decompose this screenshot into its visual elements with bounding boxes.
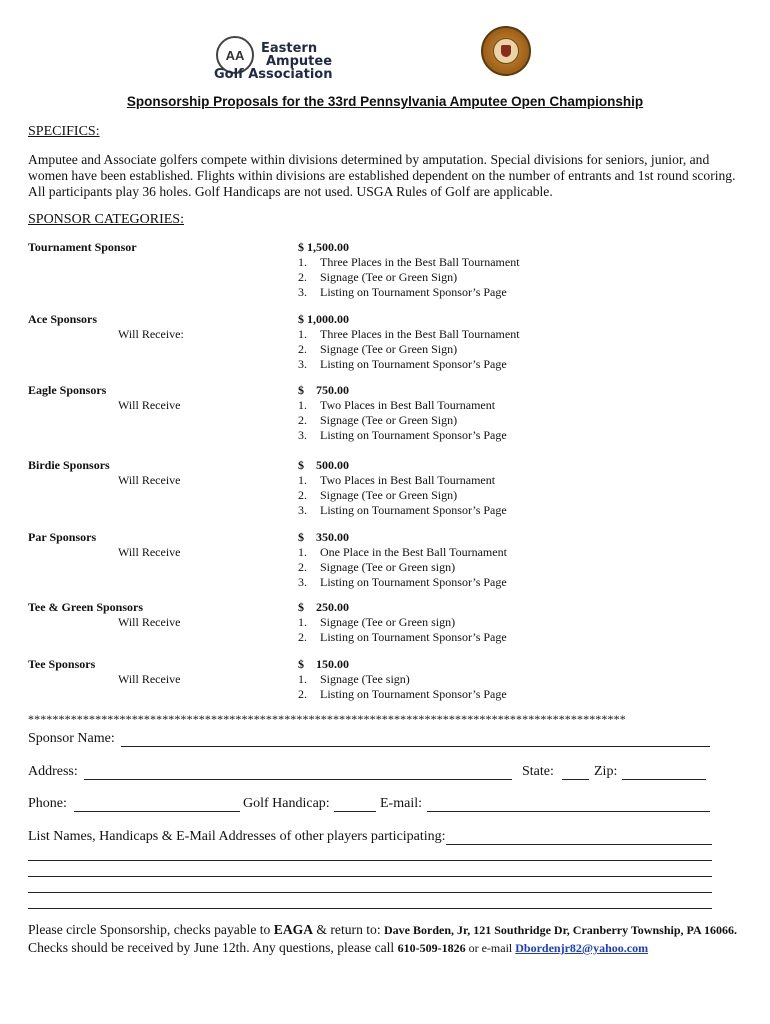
will-receive-label: Will Receive [118,615,181,629]
benefit-text: Listing on Tournament Sponsor’s Page [320,687,507,701]
benefit-item [298,630,507,645]
benefit-item [298,473,495,488]
seal-icon [481,26,531,76]
benefit-number: 2. [298,488,307,502]
category-price: $ 1,500.00 [298,240,349,254]
category-price: $ 1,000.00 [298,312,349,326]
benefit-item [298,545,507,560]
benefit-item [298,687,507,702]
email-label: E-mail: [380,796,422,811]
benefit-number: 1. [298,615,307,629]
benefit-item [298,255,520,270]
category-price: $ 500.00 [298,458,349,472]
eaga-logo [214,34,339,84]
benefit-item [298,560,455,575]
benefit-item [298,575,507,590]
benefit-number: 3. [298,575,307,589]
address-label: Address: [28,764,78,779]
benefit-text: Signage (Tee or Green sign) [320,560,456,574]
benefit-item [298,503,507,518]
benefit-text: Listing on Tournament Sponsor’s Page [320,503,507,517]
benefit-text: One Place in the Best Ball Tournament [320,545,507,559]
benefit-number: 1. [298,672,307,686]
benefit-number: 2. [298,270,307,284]
benefit-number: 1. [298,545,307,559]
mailing-address: Dave Borden, Jr, 121 Southridge Dr, Cranberry Township, PA 16066. [384,923,737,937]
category-name: Tee Sponsors [28,657,96,671]
category-name: Par Sponsors [28,530,97,544]
handicap-field[interactable] [334,811,376,812]
will-receive-label: Will Receive: [118,327,184,341]
benefit-item [298,285,507,300]
specifics-heading: SPECIFICS: [28,124,100,139]
category-price: $ 150.00 [298,657,349,671]
zip-field[interactable] [622,779,706,780]
benefit-text: Three Places in the Best Ball Tournament [320,255,520,269]
category-price: $ 250.00 [298,600,349,614]
players-field[interactable] [446,844,712,845]
benefit-item [298,615,455,630]
benefit-item [298,327,520,342]
benefit-text: Two Places in Best Ball Tournament [320,398,496,412]
benefit-number: 1. [298,473,307,487]
category-name: Tee & Green Sponsors [28,600,144,614]
benefit-text: Three Places in the Best Ball Tournament [320,327,520,341]
will-receive-label: Will Receive [118,672,181,686]
benefit-item [298,672,410,687]
benefit-text: Signage (Tee or Green Sign) [320,488,458,502]
benefit-number: 3. [298,285,307,299]
category-price: $ 350.00 [298,530,349,544]
zip-label: Zip: [594,764,618,779]
benefit-number: 2. [298,342,307,356]
benefit-text: Signage (Tee or Green sign) [320,615,456,629]
benefit-text: Signage (Tee or Green Sign) [320,270,458,284]
will-receive-label: Will Receive [118,398,181,412]
state-field[interactable] [562,779,589,780]
benefit-item [298,488,457,503]
benefit-number: 3. [298,428,307,442]
category-name: Eagle Sponsors [28,383,107,397]
sponsor-name-label: Sponsor Name: [28,731,115,746]
eaga-emblem-icon: AA [216,36,254,74]
benefit-number: 3. [298,357,307,371]
category-price: $ 750.00 [298,383,349,397]
players-line[interactable] [28,876,712,877]
benefit-text: Listing on Tournament Sponsor’s Page [320,357,507,371]
page-title: Sponsorship Proposals for the 33rd Pennsylvania Amputee Open Championship [126,94,644,109]
will-receive-label: Will Receive [118,545,181,559]
category-name: Tournament Sponsor [28,240,137,254]
benefit-item [298,428,507,443]
benefit-number: 2. [298,560,307,574]
address-field[interactable] [84,779,512,780]
benefit-text: Two Places in Best Ball Tournament [320,473,496,487]
players-line[interactable] [28,908,712,909]
players-label: List Names, Handicaps & E-Mail Addresses of other players participating: [28,829,446,844]
contact-phone: 610-509-1826 [397,941,466,955]
state-label: State: [522,764,554,779]
benefit-item [298,270,457,285]
benefit-number: 1. [298,327,307,341]
benefit-number: 1. [298,255,307,269]
benefit-item [298,413,457,428]
divider-stars: ************************************************************************************************** [28,712,626,726]
benefit-item [298,342,457,357]
specifics-text: Amputee and Associate golfers compete within divisions determined by amputation. Special divisions for seniors, junior, and women have been established. Flights within divisions are established dependent on the number of entrants and 1st round scoring. All participants play 36 holes. Golf Handicaps are not used. USGA Rules of Golf are applicable. [28,152,736,199]
benefit-number: 2. [298,630,307,644]
category-name: Ace Sponsors [28,312,98,326]
will-receive-label: Will Receive [118,473,181,487]
phone-field[interactable] [74,811,240,812]
benefit-text: Listing on Tournament Sponsor’s Page [320,428,507,442]
benefit-text: Signage (Tee or Green Sign) [320,413,458,427]
benefit-text: Listing on Tournament Sponsor’s Page [320,575,507,589]
sponsor-name-field[interactable] [121,746,710,747]
footer-instructions: Please circle Sponsorship, checks payable to EAGA & return to: Dave Borden, Jr, 121 Southridge Dr, Cranberry Township, PA 16066. Checks should be received by June 12th. Any questions, please call 610-509-1826 or e-mail Dbordenjr82@yahoo.com [28,922,737,955]
category-name: Birdie Sponsors [28,458,110,472]
categories-heading: SPONSOR CATEGORIES: [28,212,184,227]
benefit-text: Listing on Tournament Sponsor’s Page [320,285,507,299]
benefit-item [298,357,507,372]
benefit-number: 3. [298,503,307,517]
benefit-text: Signage (Tee or Green Sign) [320,342,458,356]
benefit-number: 1. [298,398,307,412]
contact-email-link[interactable]: Dbordenjr82@yahoo.com [515,941,649,955]
benefit-number: 2. [298,687,307,701]
players-line[interactable] [28,892,712,893]
benefit-item [298,398,495,413]
phone-label: Phone: [28,796,67,811]
benefit-text: Listing on Tournament Sponsor’s Page [320,630,507,644]
email-field[interactable] [427,811,710,812]
eaga-logo-text: Eastern Amputee Golf Association [214,41,333,82]
benefit-text: Signage (Tee sign) [320,672,410,686]
handicap-label: Golf Handicap: [243,796,330,811]
benefit-number: 2. [298,413,307,427]
players-line[interactable] [28,860,712,861]
